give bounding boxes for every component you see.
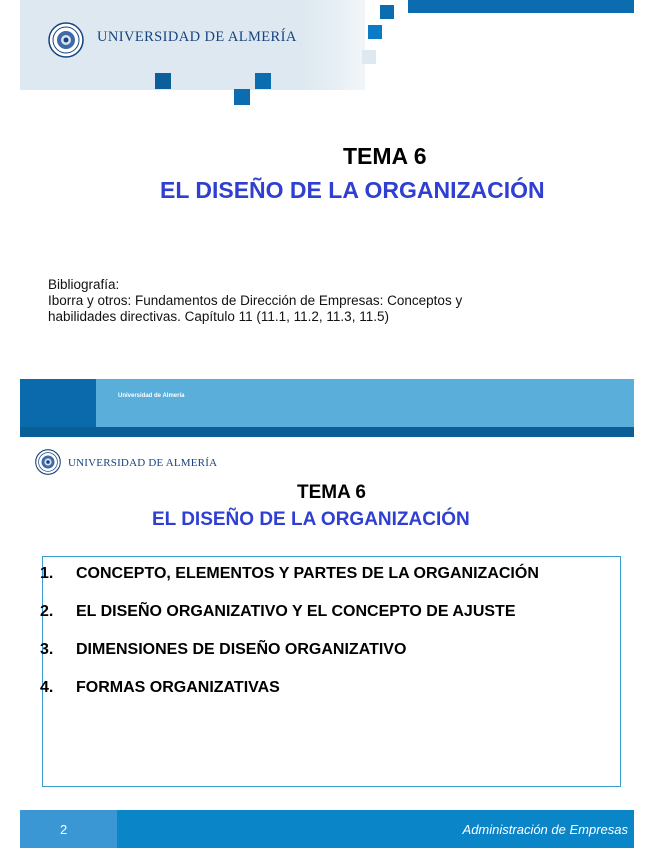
decor-square	[255, 73, 271, 89]
toc-item	[40, 672, 615, 704]
footer-bar-bottom	[20, 427, 634, 437]
slide1-footer	[20, 379, 634, 437]
bibliography-line: Iborra y otros: Fundamentos de Dirección de Empresas: Conceptos y	[48, 293, 463, 308]
footer-bar-light	[20, 810, 117, 848]
decor-square	[234, 89, 250, 105]
footer-bar-dark	[20, 379, 96, 427]
header-top-bar	[408, 0, 634, 13]
decor-square	[368, 25, 382, 39]
slide1-subtitle: EL DISEÑO DE LA ORGANIZACIÓN	[160, 177, 545, 203]
toc-item-text: DIMENSIONES DE DISEÑO ORGANIZATIVO	[76, 641, 407, 658]
toc-item	[40, 558, 615, 590]
bibliography-line: habilidades directivas. Capítulo 11 (11.1, 11.2, 11.3, 11.5)	[48, 309, 389, 324]
university-seal-icon	[35, 449, 61, 475]
toc-item-number: 1.	[40, 565, 54, 582]
university-name: UNIVERSIDAD DE ALMERÍA	[68, 457, 218, 469]
course-name: Administración de Empresas	[462, 822, 628, 837]
university-seal-icon	[48, 22, 84, 58]
footer-university-label: Universidad de Almería	[118, 393, 185, 399]
toc-item-number: 4.	[40, 679, 54, 696]
toc-item-number: 3.	[40, 641, 54, 658]
slide2-title: TEMA 6	[297, 482, 366, 503]
slide2-footer	[20, 810, 634, 848]
toc-item-number: 2.	[40, 603, 54, 620]
footer-bar-light	[96, 379, 634, 427]
bibliography-heading: Bibliografía:	[48, 277, 120, 292]
slide1-title: TEMA 6	[343, 143, 427, 169]
toc-item-text: EL DISEÑO ORGANIZATIVO Y EL CONCEPTO DE AJUSTE	[76, 603, 516, 620]
bibliography	[48, 277, 548, 325]
university-name: UNIVERSIDAD DE ALMERÍA	[97, 29, 297, 45]
decor-square	[380, 5, 394, 19]
decor-square	[362, 50, 376, 64]
toc-item-text: FORMAS ORGANIZATIVAS	[76, 679, 280, 696]
toc-item	[40, 634, 615, 666]
slide2-subtitle: EL DISEÑO DE LA ORGANIZACIÓN	[152, 509, 470, 530]
page-number: 2	[60, 822, 68, 837]
decor-square	[155, 73, 171, 89]
toc-item-text: CONCEPTO, ELEMENTOS Y PARTES DE LA ORGANIZACIÓN	[76, 565, 539, 582]
toc-item	[40, 596, 615, 628]
table-of-contents	[40, 558, 615, 704]
